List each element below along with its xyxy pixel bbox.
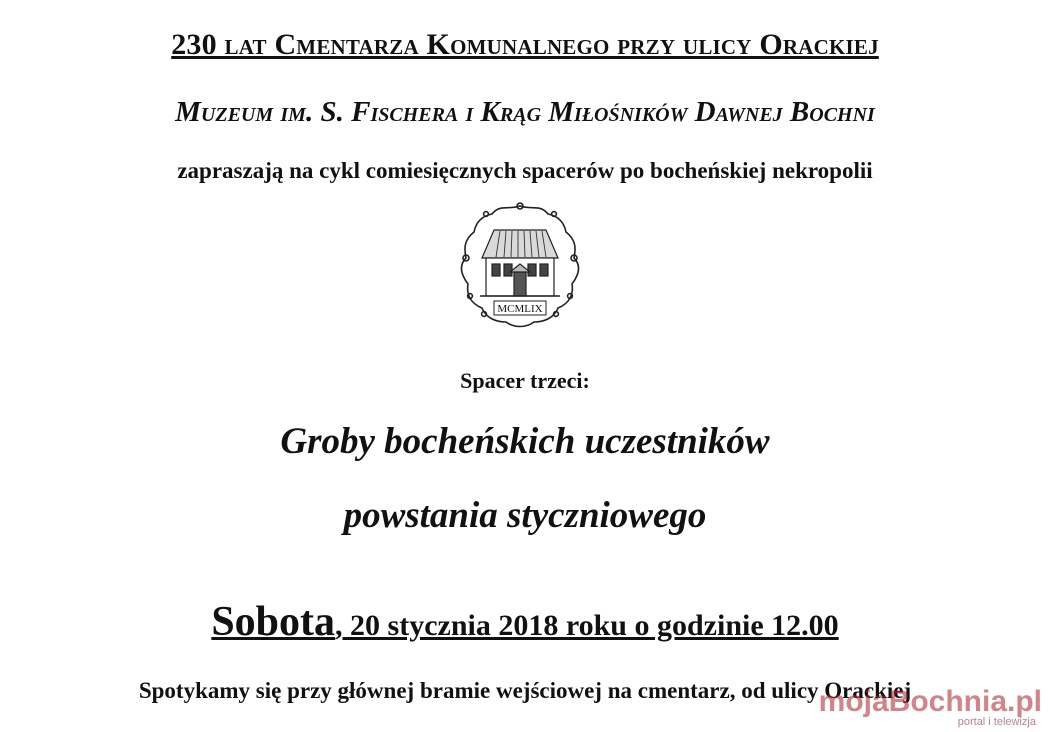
poster-title: 230 lat Cmentarza Komunalnego przy ulicy Orackiej [171,28,879,61]
meeting-point: Spotykamy się przy głównej bramie wejściowej na cmentarz, od ulicy Orackiej [138,678,912,703]
emblem-text: MCMLIX [497,303,543,315]
walk-label: Spacer trzeci: [460,368,590,393]
watermark-logo-text: mojaBochnia.pl [818,685,1042,718]
site-watermark [818,685,1042,728]
invitation-line: zapraszają na cykl comiesięcznych spacerów po bocheńskiej nekropolii [177,158,873,183]
event-date [0,598,1050,646]
walk-topic-line-2: powstania styczniowego [343,495,707,536]
organizers-line: Muzeum im. S. Fischera i Krąg Miłośników Dawnej Bochni [175,96,875,128]
event-day: Sobota [211,599,336,645]
walk-topic-line-1: Groby bocheńskich uczestników [280,421,770,462]
watermark-subtitle: portal i telewizja [957,716,1036,728]
museum-building-emblem-icon [450,200,590,330]
event-date-time: , 20 stycznia 2018 roku o godzinie 12.00 [335,609,839,642]
